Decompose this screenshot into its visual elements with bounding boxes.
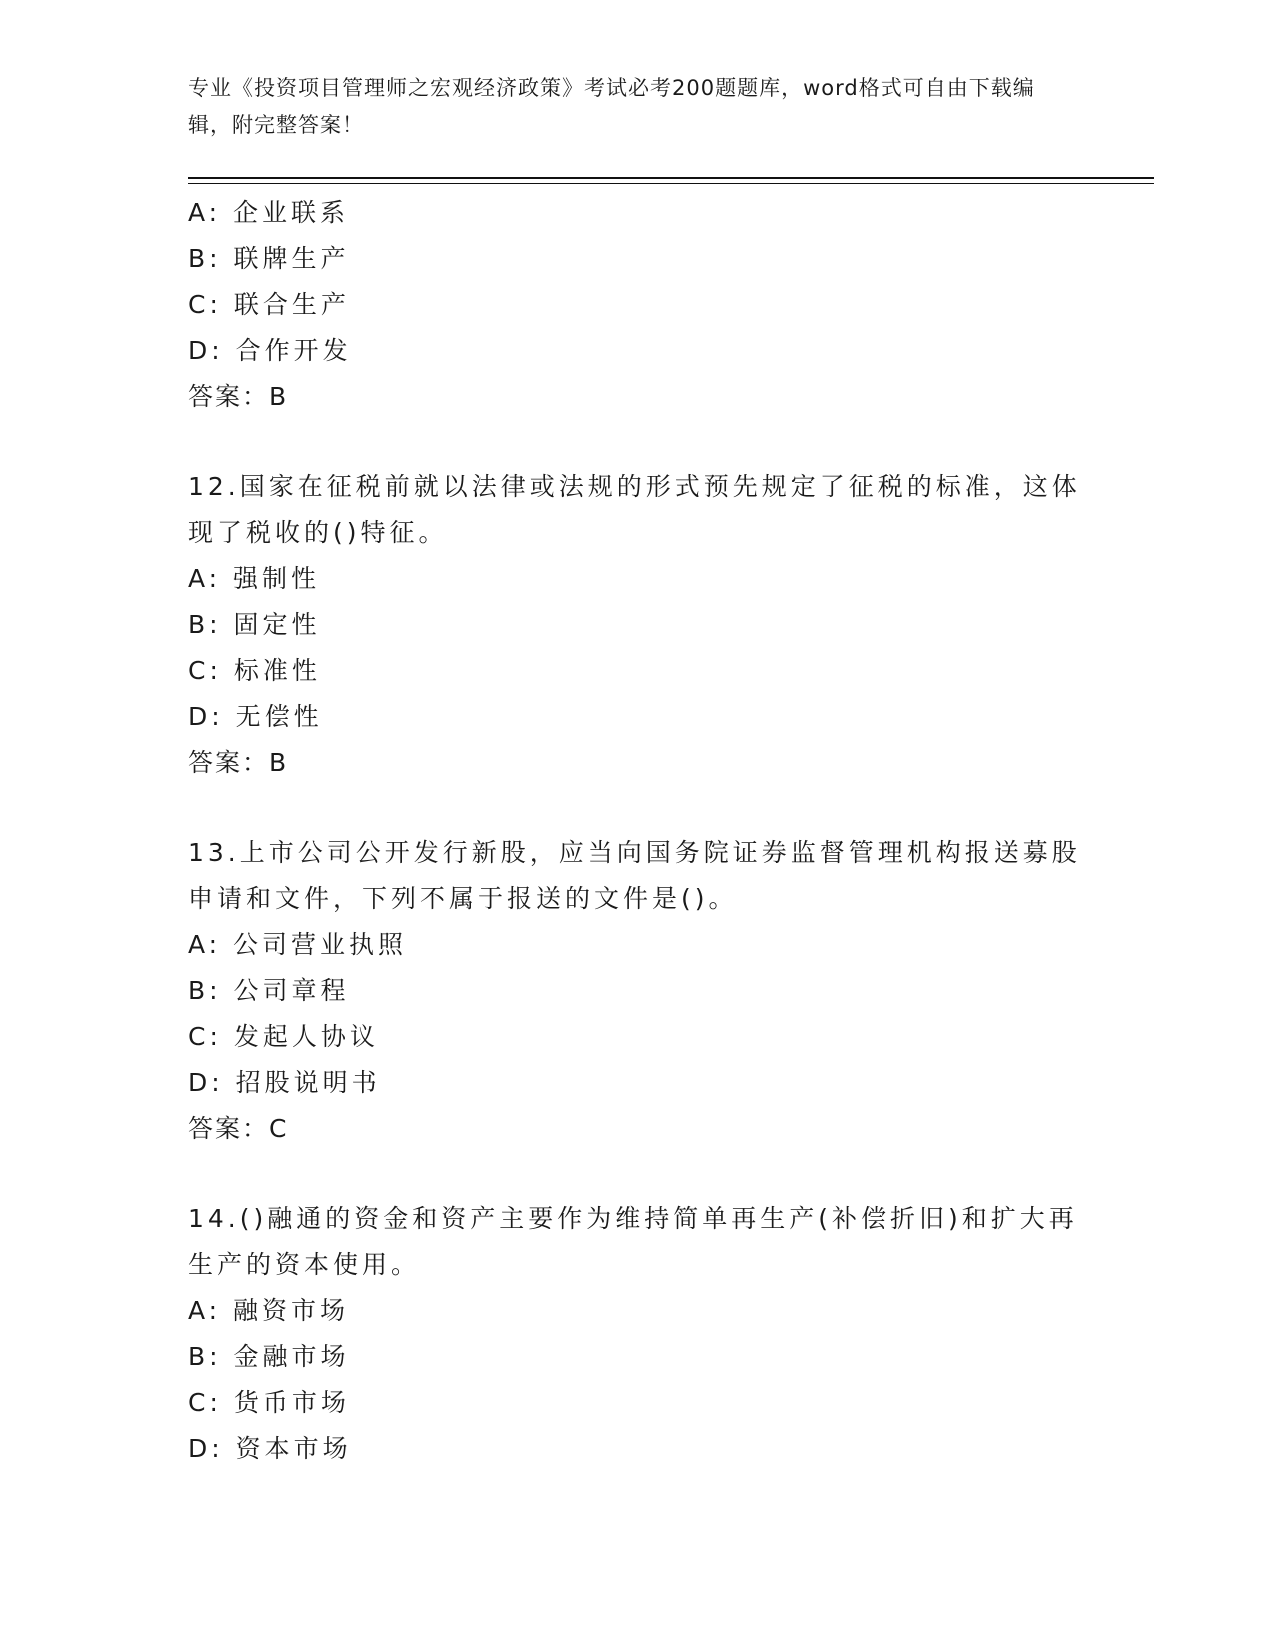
question-14 (188, 1196, 1088, 1472)
option-a: A: 强制性 (188, 564, 321, 593)
option-a: A: 融资市场 (188, 1296, 350, 1325)
answer: 答案：B (188, 748, 289, 777)
option-d: D: 招股说明书 (188, 1068, 381, 1097)
question-text: 12.国家在征税前就以法律或法规的形式预先规定了征税的标准，这体 (188, 472, 1081, 501)
question-text-cont: 申请和文件，下列不属于报送的文件是()。 (188, 884, 738, 913)
option-b: B: 联牌生产 (188, 244, 350, 273)
option-d: D: 资本市场 (188, 1434, 352, 1463)
option-c: C: 货币市场 (188, 1388, 350, 1417)
option-b: B: 金融市场 (188, 1342, 350, 1371)
option-c: C: 联合生产 (188, 290, 350, 319)
header-divider (188, 177, 1154, 179)
question-13 (188, 830, 1088, 1152)
option-b: B: 固定性 (188, 610, 321, 639)
document-header: 专业《投资项目管理师之宏观经济政策》考试必考200题题库，word格式可自由下载编辑，附完整答案！ (188, 76, 1035, 137)
option-a: A: 公司营业执照 (188, 930, 408, 959)
question-11 (188, 190, 1088, 420)
question-12 (188, 464, 1088, 786)
question-text-cont: 生产的资本使用。 (188, 1250, 421, 1279)
option-b: B: 公司章程 (188, 976, 350, 1005)
answer: 答案：B (188, 382, 289, 411)
option-c: C: 发起人协议 (188, 1022, 379, 1051)
header-divider-thin (188, 183, 1154, 184)
question-text: 14.()融通的资金和资产主要作为维持简单再生产(补偿折旧)和扩大再 (188, 1204, 1078, 1233)
option-a: A: 企业联系 (188, 198, 350, 227)
question-text-cont: 现了税收的()特征。 (188, 518, 448, 547)
question-text: 13.上市公司公开发行新股，应当向国务院证券监督管理机构报送募股 (188, 838, 1081, 867)
option-c: C: 标准性 (188, 656, 321, 685)
answer: 答案：C (188, 1114, 289, 1143)
option-d: D: 无偿性 (188, 702, 323, 731)
option-d: D: 合作开发 (188, 336, 352, 365)
question-list (188, 190, 1088, 1472)
